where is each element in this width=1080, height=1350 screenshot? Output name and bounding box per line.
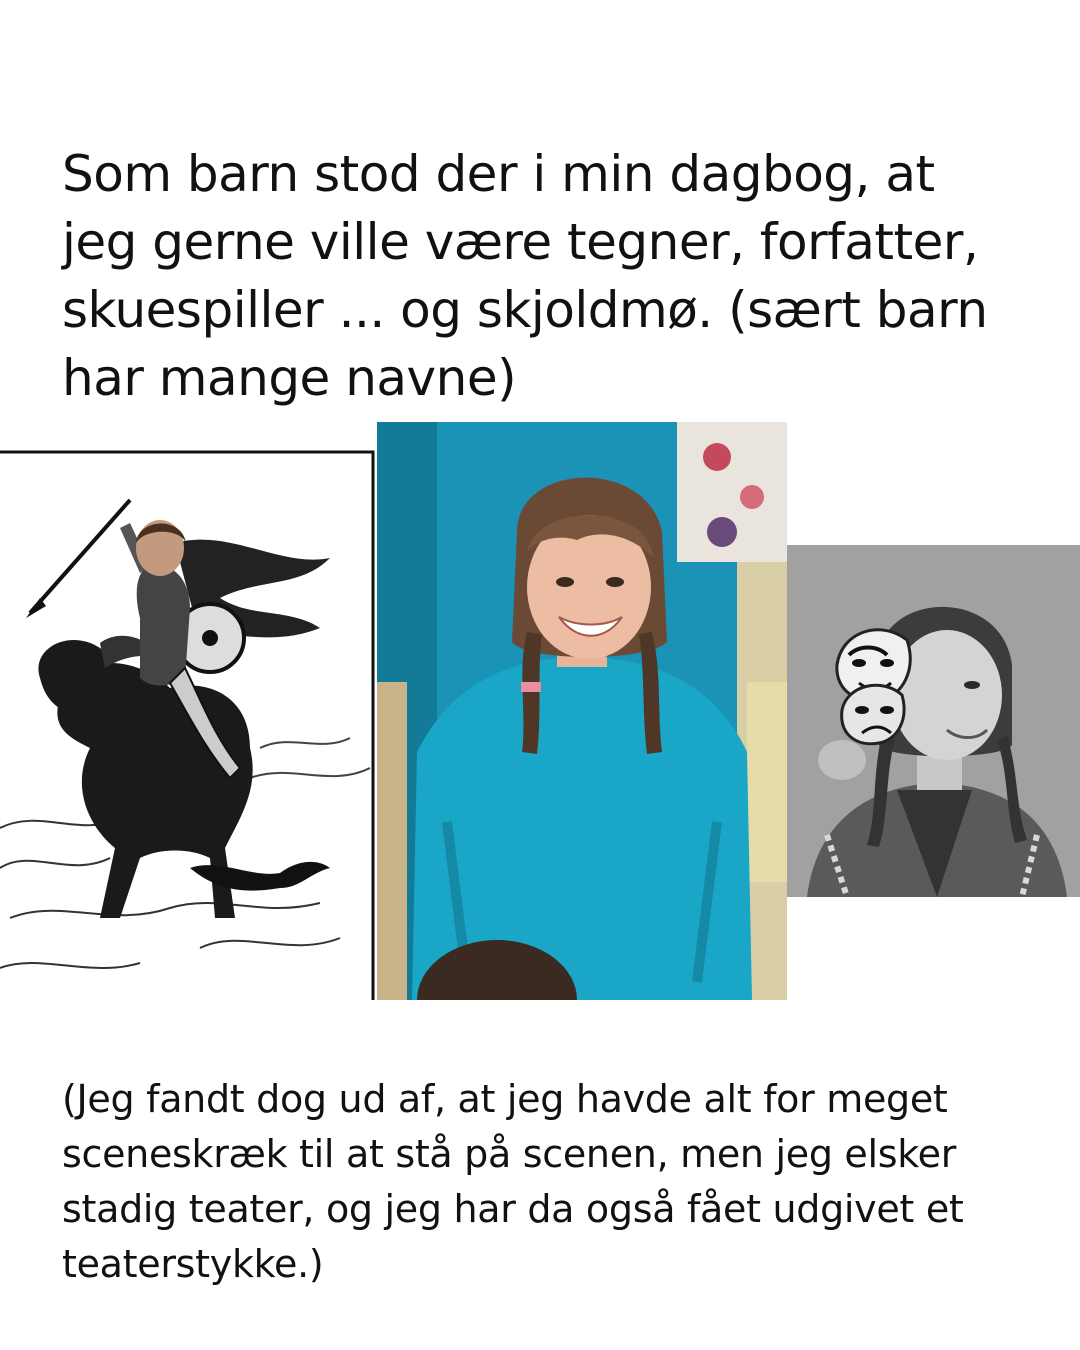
headline-text: Som barn stod der i min dagbog, at jeg gerne ville være tegner, forfatter, skuespiller ... og skjoldmø. (sært barn har mange navne) xyxy=(62,145,988,407)
childhood-portrait xyxy=(377,422,787,1000)
adult-portrait xyxy=(787,545,1080,897)
footnote-text: (Jeg fandt dog ud af, at jeg havde alt for meget sceneskræk til at stå på scenen, men jeg elsker stadig teater, og jeg har da også fået udgivet et teaterstykke.) xyxy=(62,1077,964,1286)
valkyrie-drawing xyxy=(0,448,377,1000)
childhood-photo xyxy=(377,422,787,1000)
valkyrie-illustration xyxy=(0,448,377,1000)
adult-photo xyxy=(787,545,1080,897)
